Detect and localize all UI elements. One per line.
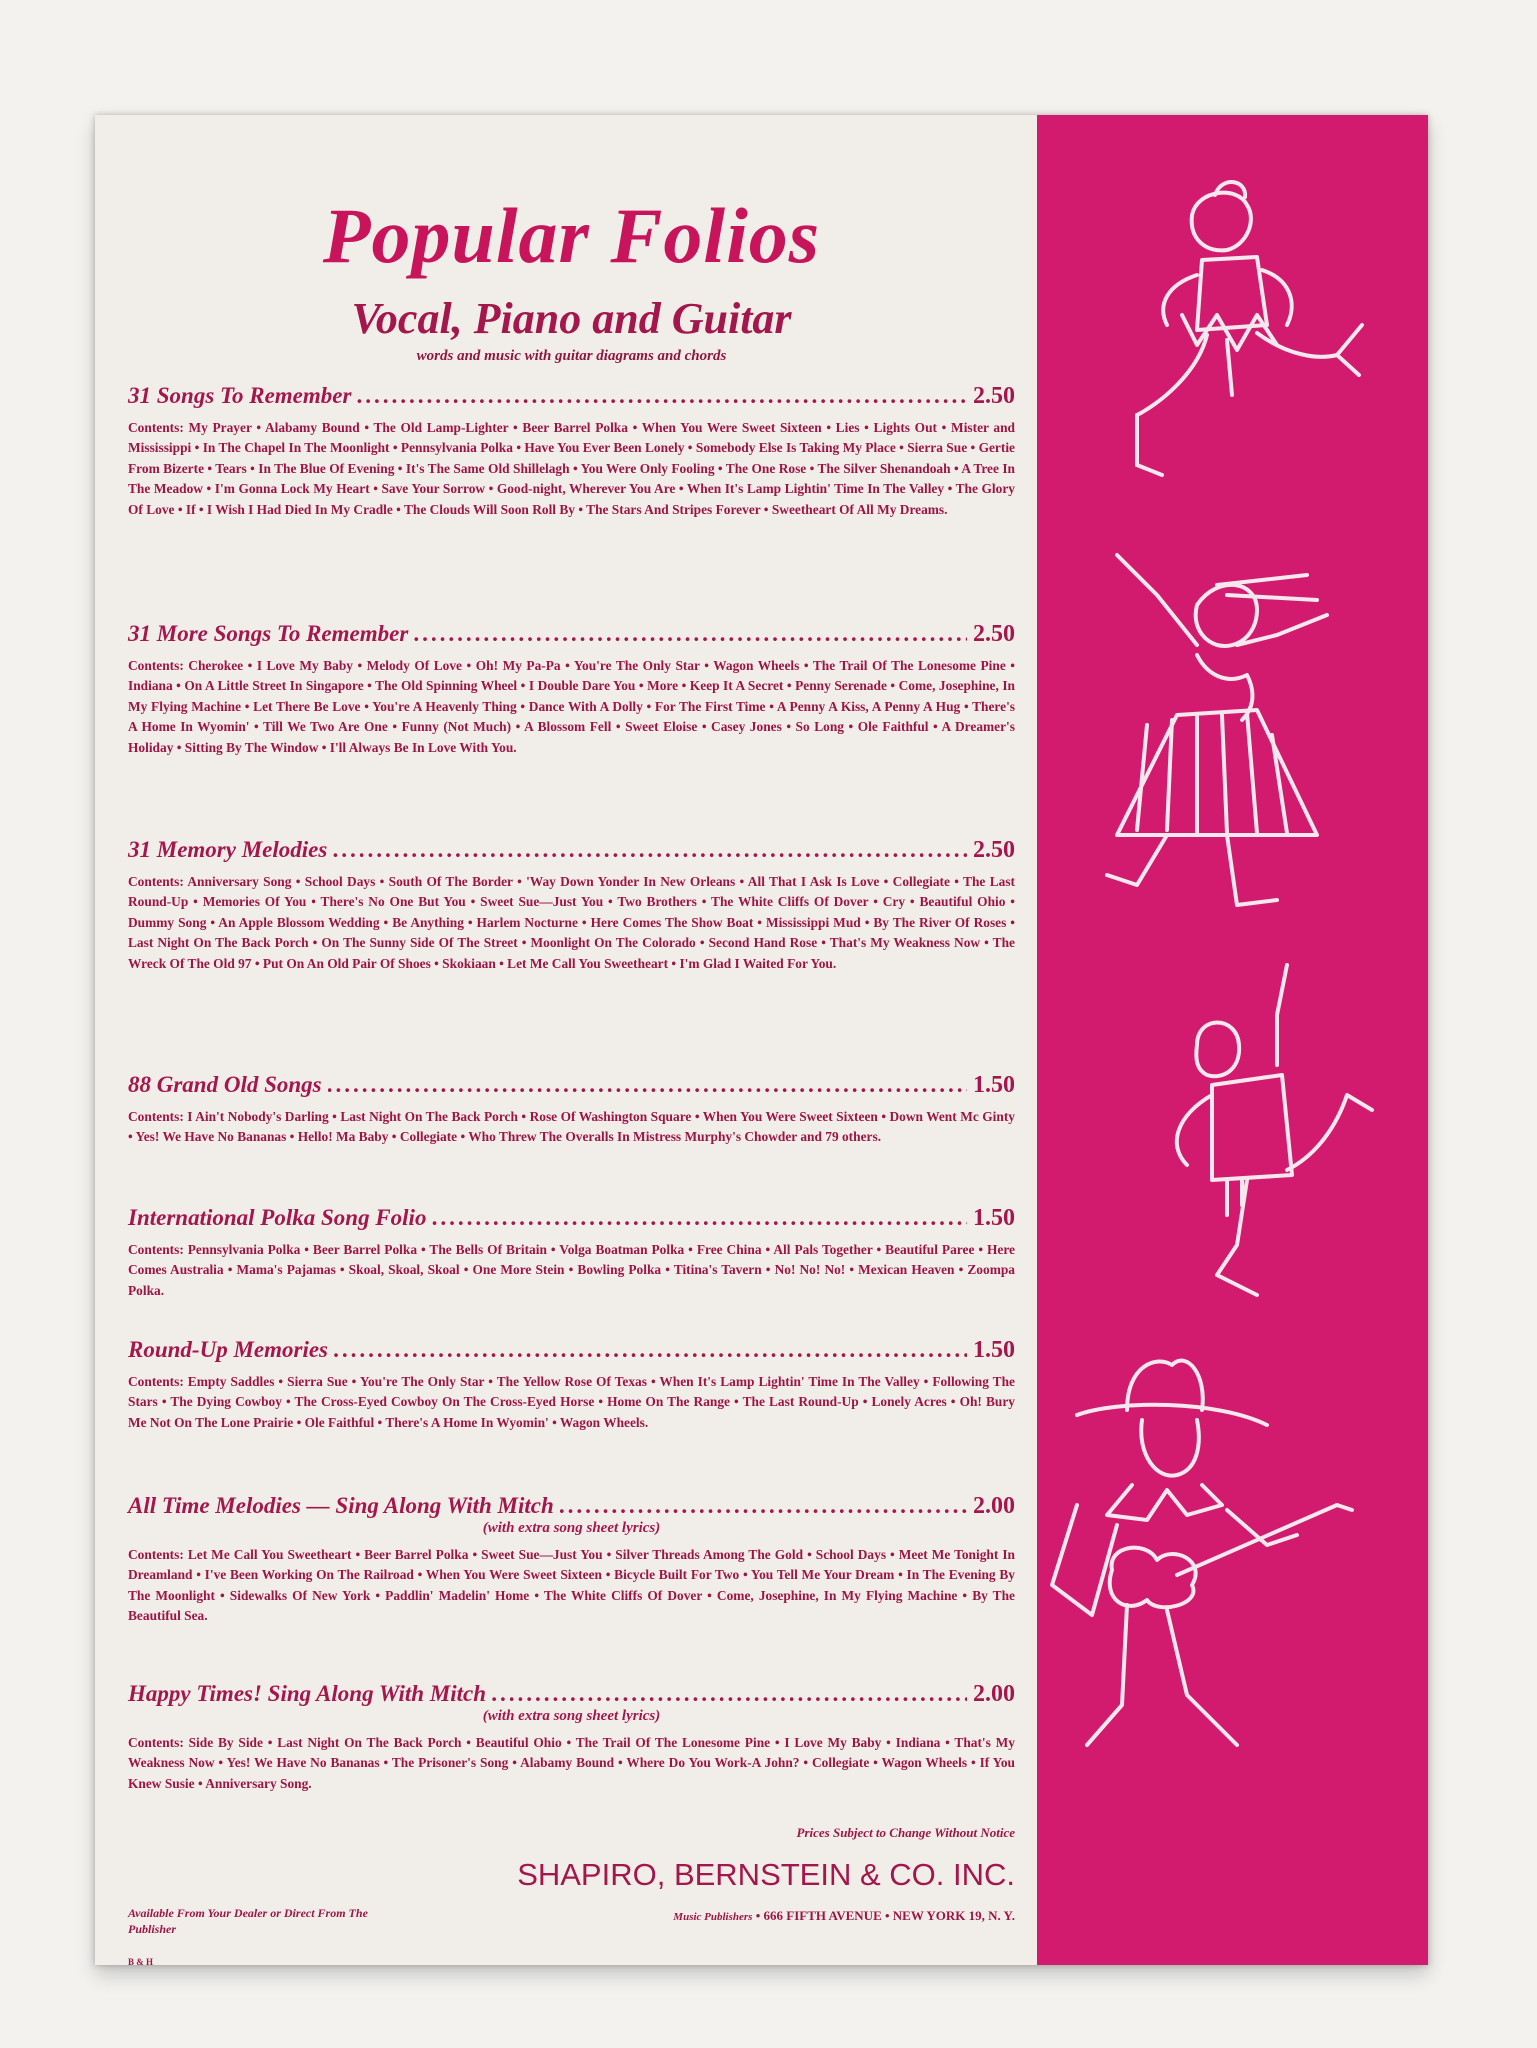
leader-dots (334, 1337, 967, 1363)
folio-price: 2.00 (973, 1681, 1015, 1707)
folio-item (128, 1337, 1015, 1433)
folio-heading (128, 1205, 1015, 1232)
folio-price: 2.50 (973, 383, 1015, 409)
folio-item (128, 1205, 1015, 1301)
folio-price: 2.00 (973, 1493, 1015, 1519)
skirt-dancer-icon (1077, 535, 1387, 925)
folio-heading (128, 383, 1015, 410)
folio-item (128, 383, 1015, 520)
folio-item (128, 837, 1015, 974)
folio-sheet (95, 115, 1428, 1965)
availability-note: Available From Your Dealer or Direct From The Publisher (128, 1906, 368, 1936)
folio-name: International Polka Song Folio (128, 1205, 427, 1230)
folio-price: 1.50 (973, 1337, 1015, 1363)
folio-item (128, 1072, 1015, 1148)
folio-name: All Time Melodies — Sing Along With Mitch (128, 1493, 554, 1518)
folio-heading (128, 621, 1015, 648)
folio-contents: Contents: Pennsylvania Polka • Beer Barrel Polka • The Bells Of Britain • Volga Boatman Polka • Free China • All Pals Together • Beautiful Paree • Here Comes Australia • Mama's Pajamas • Skoal, Skoal, Skoal • One More Stein • Bowling Polka • Titina's Tavern • No! No! No! • Mexican Heaven • Zoompa Polka. (128, 1242, 1015, 1298)
folio-list-column (128, 115, 1015, 1965)
folio-heading (128, 837, 1015, 864)
folio-heading (128, 1493, 1015, 1520)
folio-item (128, 1681, 1015, 1794)
folio-name: 31 Songs To Remember (128, 383, 352, 408)
leader-dots (560, 1493, 967, 1519)
page-subtitle: Vocal, Piano and Guitar (351, 294, 792, 343)
folio-price: 1.50 (973, 1072, 1015, 1098)
folio-name: 88 Grand Old Songs (128, 1072, 322, 1097)
folio-heading (128, 1681, 1015, 1708)
page-tagline: words and music with guitar diagrams and chords (416, 348, 727, 364)
folio-heading (128, 1072, 1015, 1099)
folio-contents: Contents: Let Me Call You Sweetheart • Beer Barrel Polka • Sweet Sue—Just You • Silver Threads Among The Gold • School Days • Meet Me Tonight In Dreamland • I've Been Working On The Railroad • When You Were Sweet Sixteen • Bicycle Built For Two • You Tell Me Your Dream • In The Evening By The Moonlight • Sidewalks Of New York • Paddlin' Madelin' Home • The White Cliffs Of Dover • Come, Josephine, In My Flying Machine • By The Beautiful Sea. (128, 1547, 1015, 1624)
folio-heading (128, 1337, 1015, 1364)
address-text: • 666 FIFTH AVENUE • NEW YORK 19, N. Y. (755, 1908, 1015, 1923)
leader-dots (492, 1681, 967, 1707)
printer-code: B & H (128, 1957, 154, 1965)
folio-contents: Contents: My Prayer • Alabamy Bound • The Old Lamp-Lighter • Beer Barrel Polka • When You Were Sweet Sixteen • Lies • Lights Out • Mister and Mississippi • In The Chapel In The Moonlight • Pennsylvania Polka • Have You Ever Been Lonely • Somebody Else Is Taking My Place • Sierra Sue • Gertie From Bizerte • Tears • In The Blue Of Evening • It's The Same Old Shillelagh • You Were Only Fooling • The One Rose • The Silver Shenandoah • A Tree In The Meadow • I'm Gonna Lock My Heart • Save Your Sorrow • Good-night, Wherever You Are • When It's Lamp Lightin' Time In The Valley • The Glory Of Love • If • I Wish I Had Died In My Cradle • The Clouds Will Soon Roll By • The Stars And Stripes Forever • Sweetheart Of All My Dreams. (128, 420, 1015, 517)
folio-item (128, 621, 1015, 758)
folio-contents: Contents: Cherokee • I Love My Baby • Melody Of Love • Oh! My Pa-Pa • You're The Only Star • Wagon Wheels • The Trail Of The Lonesome Pine • Indiana • On A Little Street In Singapore • The Old Spinning Wheel • I Double Dare You • More • Keep It A Secret • Penny Serenade • Come, Josephine, In My Flying Machine • Let There Be Love • You're A Heavenly Thing • Dance With A Dolly • For The First Time • A Penny A Kiss, A Penny A Hug • There's A Home In Wyomin' • Till We Two Are One • Funny (Not Much) • A Blossom Fell • Sweet Eloise • Casey Jones • So Long • Ole Faithful • A Dreamer's Holiday • Sitting By The Window • I'll Always Be In Love With You. (128, 658, 1015, 755)
leader-dots (414, 621, 967, 647)
music-publishers-label: Music Publishers (673, 1911, 753, 1923)
folio-price: 1.50 (973, 1205, 1015, 1231)
folio-price: 2.50 (973, 621, 1015, 647)
folio-subnote: (with extra song sheet lyrics) (482, 1708, 661, 1724)
folio-price: 2.50 (973, 837, 1015, 863)
accordion-dancer-icon (1097, 175, 1377, 505)
folio-name: Happy Times! Sing Along With Mitch (128, 1681, 487, 1706)
page-title: Popular Folios (322, 192, 821, 279)
folio-name: Round-Up Memories (128, 1337, 328, 1362)
prices-note: Prices Subject to Change Without Notice (796, 1825, 1015, 1840)
cowboy-guitarist-icon (1037, 1345, 1367, 1765)
leader-dots (333, 837, 967, 863)
publisher-name: SHAPIRO, BERNSTEIN & CO. INC. (517, 1857, 1015, 1892)
folio-contents: Contents: Anniversary Song • School Days • South Of The Border • 'Way Down Yonder In New Orleans • All That I Ask Is Love • Collegiate • The Last Round-Up • Memories Of You • There's No One But You • Sweet Sue—Just You • Two Brothers • The White Cliffs Of Dover • Cry • Beautiful Ohio • Dummy Song • An Apple Blossom Wedding • Be Anything • Harlem Nocturne • Here Comes The Show Boat • Mississippi Mud • By The River Of Roses • Last Night On The Back Porch • On The Sunny Side Of The Street • Moonlight On The Colorado • Second Hand Rose • That's My Weakness Now • The Wreck Of The Old 97 • Put On An Old Pair Of Shoes • Skokiaan • Let Me Call You Sweetheart • I'm Glad I Waited For You. (128, 874, 1015, 971)
folio-name: 31 Memory Melodies (128, 837, 328, 862)
leader-dots (432, 1205, 967, 1231)
folio-contents: Contents: Empty Saddles • Sierra Sue • You're The Only Star • The Yellow Rose Of Texas • When It's Lamp Lightin' Time In The Valley • Following The Stars • The Dying Cowboy • The Cross-Eyed Cowboy On The Cross-Eyed Horse • Home On The Range • The Last Round-Up • Lonely Acres • Oh! Bury Me Not On The Lone Prairie • Ole Faithful • There's A Home In Wyomin' • Wagon Wheels. (128, 1374, 1015, 1430)
illustration-panel (1037, 115, 1428, 1965)
high-kick-dancer-icon (1127, 955, 1387, 1315)
folio-contents: Contents: I Ain't Nobody's Darling • Last Night On The Back Porch • Rose Of Washington Square • When You Were Sweet Sixteen • Down Went Mc Ginty • Yes! We Have No Bananas • Hello! Ma Baby • Collegiate • Who Threw The Overalls In Mistress Murphy's Chowder and 79 others. (128, 1109, 1015, 1145)
leader-dots (328, 1072, 967, 1098)
folio-item (128, 1493, 1015, 1627)
folio-name: 31 More Songs To Remember (128, 621, 409, 646)
folio-contents: Contents: Side By Side • Last Night On The Back Porch • Beautiful Ohio • The Trail Of The Lonesome Pine • I Love My Baby • Indiana • That's My Weakness Now • Yes! We Have No Bananas • The Prisoner's Song • Alabamy Bound • Where Do You Work-A John? • Collegiate • Wagon Wheels • If You Knew Susie • Anniversary Song. (128, 1735, 1015, 1791)
folio-subnote: (with extra song sheet lyrics) (482, 1520, 661, 1536)
publisher-address (673, 1908, 1015, 1924)
leader-dots (357, 383, 967, 409)
